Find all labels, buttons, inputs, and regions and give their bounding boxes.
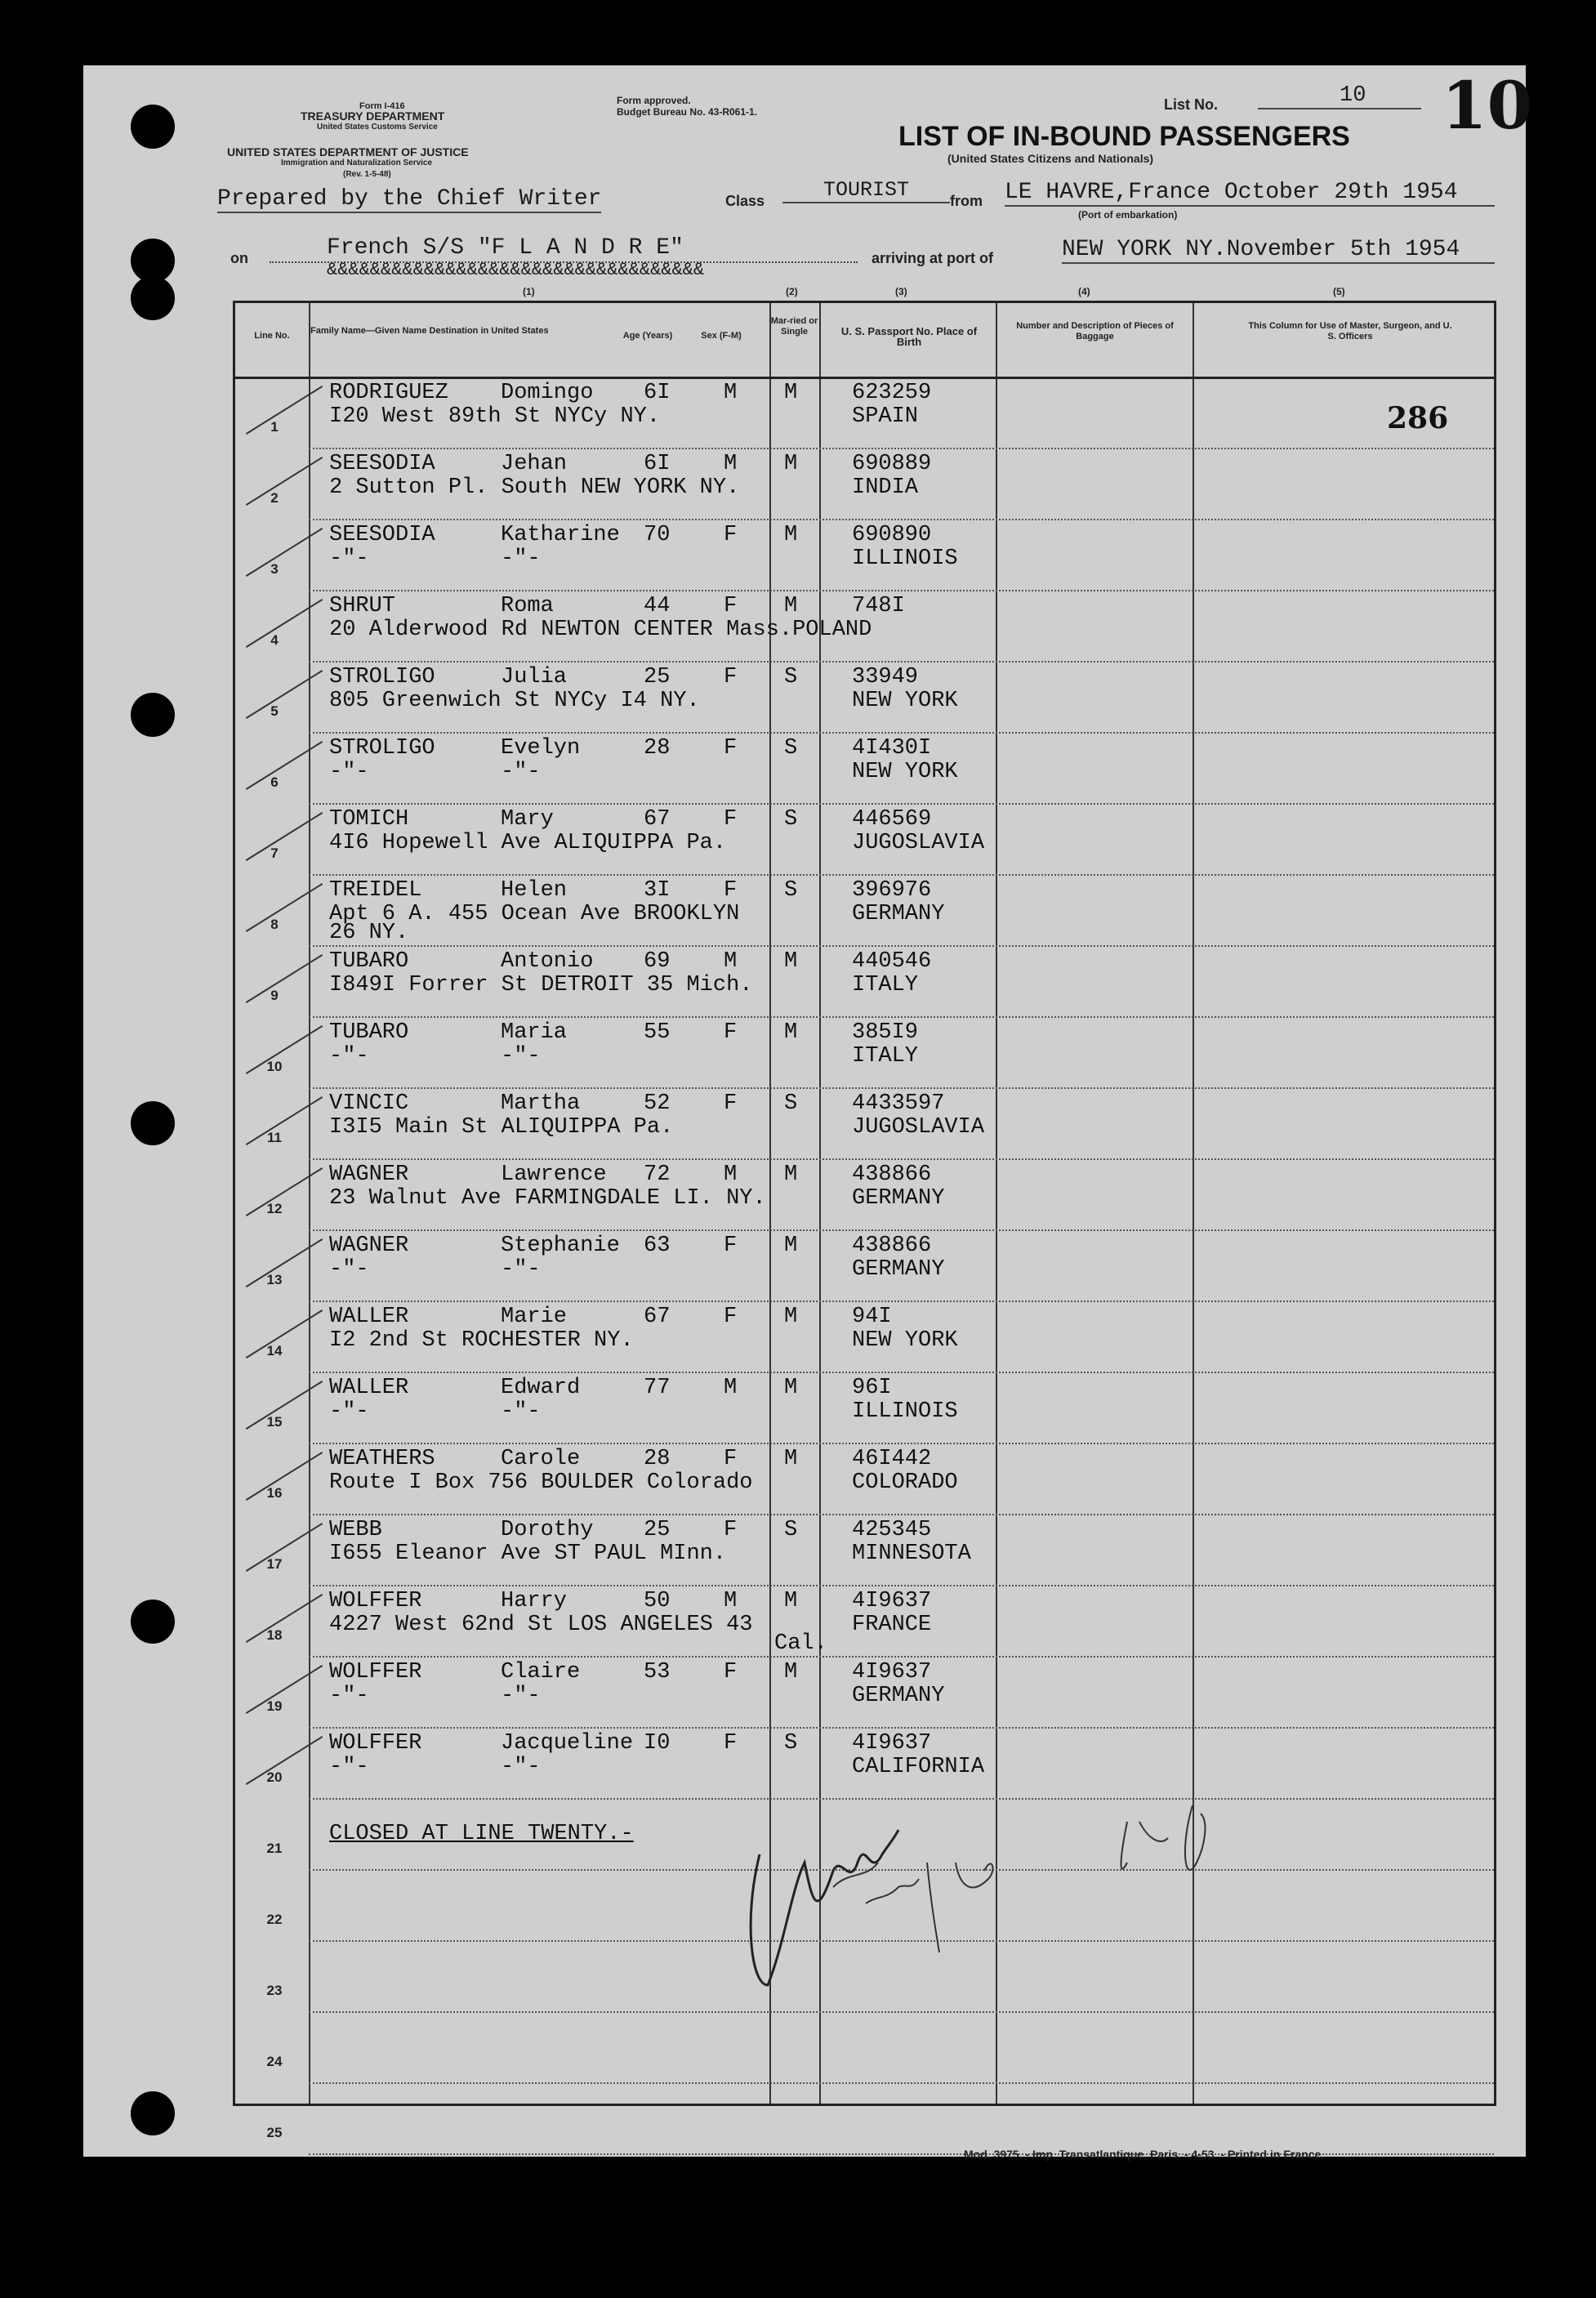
row-divider [309,1158,1494,1160]
row-divider [309,1301,1494,1302]
ship-underline [270,261,858,263]
given-name: Julia [501,665,568,689]
closing-note: CLOSED AT LINE TWENTY.- [329,1822,634,1846]
line-number: 23 [266,1983,283,1998]
given-name: Stephanie [501,1234,620,1258]
place-of-birth: JUGOSLAVIA [852,1115,985,1140]
place-of-birth: JUGOSLAVIA [852,831,985,855]
sex: M [724,1162,738,1187]
given-name: Dorothy [501,1518,594,1542]
address: -"- [329,1399,369,1424]
passport-no: 438866 [852,1162,932,1187]
punch-hole [131,276,175,320]
passport-no: 4I430I [852,736,932,761]
marital-status: S [784,1518,798,1542]
line-number: 13 [266,1272,283,1287]
passport-no: 446569 [852,807,932,832]
passport-no: 438866 [852,1234,932,1258]
address: 4I6 Hopewell Ave ALIQUIPPA Pa. [329,831,727,855]
col-number: (5) [1333,286,1345,297]
address: Apt 6 A. 455 Ocean Ave BROOKLYN [329,902,740,926]
family-name: SEESODIA [329,452,435,476]
col-number: (3) [895,286,907,297]
row-divider [309,661,1494,663]
given-name: Evelyn [501,736,581,761]
age: 6I [644,452,671,476]
family-name: WAGNER [329,1162,409,1187]
passport-no: 46I442 [852,1447,932,1471]
given-name: Edward [501,1376,581,1400]
line-number: 20 [266,1769,283,1785]
given-name: Carole [501,1447,581,1471]
sex: F [724,594,738,618]
age: 63 [644,1234,671,1258]
age: 25 [644,665,671,689]
row-divider [309,2082,1494,2084]
row-divider [309,1727,1494,1729]
family-name: SEESODIA [329,523,435,547]
family-name: TOMICH [329,807,409,832]
row-divider [309,1372,1494,1373]
place-of-birth: ITALY [852,973,919,997]
given-ditto: -"- [501,547,541,571]
sex: M [724,1376,738,1400]
port-embarkation-label: (Port of embarkation) [1078,209,1178,221]
row-divider [309,1016,1494,1018]
family-name: TUBARO [329,949,409,974]
address: I849I Forrer St DETROIT 35 Mich. [329,973,753,997]
address: -"- [329,760,369,784]
line-number: 22 [266,1912,283,1927]
place-of-birth: MINNESOTA [852,1542,971,1566]
given-ditto: -"- [501,1755,541,1779]
place-of-birth: GERMANY [852,1257,945,1282]
header-married: Mar-ried or Single [770,316,818,337]
passport-no: 440546 [852,949,932,974]
sex: F [724,1518,738,1542]
age: 50 [644,1589,671,1613]
address: 2 Sutton Pl. South NEW YORK NY. [329,475,740,500]
family-name: TUBARO [329,1020,409,1045]
given-ditto: -"- [501,1684,541,1708]
given-name: Jacqueline [501,1731,634,1756]
place-of-birth: ILLINOIS [852,1399,958,1424]
line-number: 14 [266,1343,283,1359]
line-number: 11 [267,1130,282,1145]
row-divider [309,1656,1494,1658]
line-number: 7 [270,846,279,861]
passport-no: 690889 [852,452,932,476]
address: I655 Eleanor Ave ST PAUL MInn. [329,1542,727,1566]
place-of-birth: FRANCE [852,1613,932,1637]
line-number: 10 [266,1059,283,1074]
family-name: STROLIGO [329,736,435,761]
line-number: 12 [266,1201,283,1216]
place-of-birth: NEW YORK [852,689,958,713]
marital-status: M [784,1447,798,1471]
form-approved: Form approved. [617,95,691,106]
given-ditto: -"- [501,1044,541,1069]
row-divider [309,590,1494,591]
passport-no: 4I9637 [852,1731,932,1756]
header-officers: This Column for Use of Master, Surgeon, and U. S. Officers [1248,321,1452,341]
passport-no: 4433597 [852,1091,945,1116]
given-name: Helen [501,878,568,903]
age: 55 [644,1020,671,1045]
age: 44 [644,594,671,618]
row-divider [309,1443,1494,1444]
place-of-birth: ILLINOIS [852,547,958,571]
line-number: 18 [266,1627,283,1643]
sex: F [724,807,738,832]
age: 6I [644,381,671,405]
address: -"- [329,1257,369,1282]
given-ditto: -"- [501,1257,541,1282]
age: 67 [644,807,671,832]
justice-dept: UNITED STATES DEPARTMENT OF JUSTICE [227,145,469,158]
given-name: Harry [501,1589,568,1613]
header-age: Age (Years) [622,331,673,341]
passport-no: 748I [852,594,905,618]
line-number: 5 [270,703,279,719]
line-number: 8 [270,917,279,932]
family-name: WALLER [329,1305,409,1329]
given-name: Domingo [501,381,594,405]
officer-note: 286 [1387,401,1449,435]
col-number: (2) [786,286,798,297]
list-no: 10 [1258,83,1421,109]
address: 20 Alderwood Rd NEWTON CENTER Mass.POLAND [329,618,872,642]
line-number: 6 [270,774,279,790]
header-baggage: Number and Description of Pieces of Baggage [1016,321,1174,341]
marital-status: M [784,1376,798,1400]
address: I20 West 89th St NYCy NY. [329,404,661,429]
line-number: 19 [266,1698,283,1714]
given-name: Antonio [501,949,594,974]
marital-status: S [784,878,798,903]
row-divider [309,732,1494,734]
age: 25 [644,1518,671,1542]
marital-status: S [784,1091,798,1116]
place-of-birth: GERMANY [852,902,945,926]
sex: F [724,1091,738,1116]
line-number: 21 [266,1841,283,1856]
passport-no: 396976 [852,878,932,903]
list-no-stamp: 10 [1442,67,1533,144]
ship-fill: &&&&&&&&&&&&&&&&&&&&&&&&&&&&&&&&&&& [327,260,705,280]
arriving-value: NEW YORK NY.November 5th 1954 [1062,237,1495,264]
passport-no: 623259 [852,381,932,405]
age: 69 [644,949,671,974]
address: 4227 West 62nd St LOS ANGELES 43 [329,1613,753,1637]
address-cont: Cal. [774,1631,827,1656]
given-name: Roma [501,594,554,618]
sex: F [724,523,738,547]
budget-bureau: Budget Bureau No. 43-R061-1. [617,106,758,118]
row-divider [309,519,1494,520]
given-ditto: -"- [501,760,541,784]
address: -"- [329,1044,369,1069]
from-value: LE HAVRE,France October 29th 1954 [1005,180,1495,207]
marital-status: M [784,949,798,974]
marital-status: M [784,1589,798,1613]
place-of-birth: NEW YORK [852,1328,958,1353]
from-label: from [950,193,983,209]
header-line-no: Line No. [254,331,290,341]
address: 805 Greenwich St NYCy I4 NY. [329,689,700,713]
form-rev: (Rev. 1-5-48) [343,170,391,179]
family-name: VINCIC [329,1091,409,1116]
row-divider [309,448,1494,449]
age: 67 [644,1305,671,1329]
marital-status: M [784,1020,798,1045]
line-number: 17 [266,1556,283,1572]
sex: M [724,381,738,405]
marital-status: S [784,736,798,761]
sex: F [724,1660,738,1684]
given-name: Claire [501,1660,581,1684]
passport-no: 94I [852,1305,892,1329]
line-number: 25 [266,2125,283,2140]
marital-status: S [784,665,798,689]
given-name: Jehan [501,452,568,476]
address: I3I5 Main St ALIQUIPPA Pa. [329,1115,674,1140]
passport-no: 4I9637 [852,1589,932,1613]
given-name: Maria [501,1020,568,1045]
class-value: TOURIST [782,178,950,203]
line-number: 2 [270,490,279,506]
age: 28 [644,736,671,761]
sex: F [724,1020,738,1045]
sex: F [724,1234,738,1258]
footer-imprint: Mod. 3975. - Imp. Transatlantique, Paris. - 4-53. - Printed in France. [964,2148,1325,2161]
punch-hole [131,105,175,149]
family-name: RODRIGUEZ [329,381,448,405]
age: I0 [644,1731,671,1756]
family-name: WAGNER [329,1234,409,1258]
given-ditto: -"- [501,1399,541,1424]
place-of-birth: ITALY [852,1044,919,1069]
on-label: on [230,250,248,266]
punch-hole [131,693,175,737]
treasury-dept: TREASURY DEPARTMENT [301,109,445,123]
given-name: Lawrence [501,1162,607,1187]
sex: F [724,878,738,903]
line-number: 24 [266,2054,283,2069]
line-number: 9 [270,988,279,1003]
family-name: WOLFFER [329,1731,422,1756]
row-divider [309,1585,1494,1586]
sex: F [724,1731,738,1756]
row-divider [309,1514,1494,1515]
age: 70 [644,523,671,547]
header-passport: U. S. Passport No. Place of Birth [840,325,978,348]
col-number: (4) [1078,286,1090,297]
address: Route I Box 756 BOULDER Colorado [329,1470,753,1495]
place-of-birth: GERMANY [852,1186,945,1211]
age: 3I [644,878,671,903]
age: 72 [644,1162,671,1187]
sex: M [724,452,738,476]
col-number: (1) [523,286,535,297]
punch-hole [131,1101,175,1145]
place-of-birth: COLORADO [852,1470,958,1495]
passport-no: 425345 [852,1518,932,1542]
place-of-birth: GERMANY [852,1684,945,1708]
place-of-birth: NEW YORK [852,760,958,784]
family-name: WALLER [329,1376,409,1400]
header-name: Family Name—Given Name Destination in United States [310,326,549,336]
place-of-birth: SPAIN [852,404,919,429]
sex: F [724,1447,738,1471]
form-id: Form I-416 [359,101,405,111]
line-number: 15 [266,1414,283,1430]
class-label: Class [725,193,765,209]
sex: F [724,665,738,689]
family-name: SHRUT [329,594,396,618]
line-number: 4 [270,632,279,648]
family-name: TREIDEL [329,878,422,903]
marital-status: S [784,1731,798,1756]
address: I2 2nd St ROCHESTER NY. [329,1328,634,1353]
passport-no: 690890 [852,523,932,547]
page-subtitle: (United States Citizens and Nationals) [947,152,1154,165]
arriving-label: arriving at port of [872,250,994,266]
marital-status: M [784,523,798,547]
row-divider [309,803,1494,805]
row-divider [309,874,1494,876]
prepared-by: Prepared by the Chief Writer [217,186,602,212]
punch-hole [131,2091,175,2135]
customs-service: United States Customs Service [317,123,438,132]
marital-status: M [784,1162,798,1187]
family-name: STROLIGO [329,665,435,689]
marital-status: M [784,381,798,405]
marital-status: M [784,1305,798,1329]
marital-status: M [784,594,798,618]
age: 52 [644,1091,671,1116]
passport-no: 96I [852,1376,892,1400]
row-divider [309,945,1494,947]
line-number: 3 [270,561,279,577]
place-of-birth: CALIFORNIA [852,1755,985,1779]
list-no-label: List No. [1164,96,1218,113]
header-sex: Sex (F-M) [701,331,742,341]
sex: M [724,1589,738,1613]
row-divider [309,1229,1494,1231]
line-number: 1 [270,419,279,435]
marital-status: M [784,1660,798,1684]
given-name: Mary [501,807,554,832]
given-name: Martha [501,1091,581,1116]
page-title: LIST OF IN-BOUND PASSENGERS [898,121,1350,152]
signature-mark [735,1740,1323,2026]
marital-status: M [784,1234,798,1258]
passport-no: 4I9637 [852,1660,932,1684]
row-divider [309,1087,1494,1089]
address: -"- [329,547,369,571]
passport-no: 33949 [852,665,919,689]
address-cont: 26 NY. [329,921,409,945]
age: 28 [644,1447,671,1471]
address: 23 Walnut Ave FARMINGDALE LI. NY. [329,1186,766,1211]
age: 77 [644,1376,671,1400]
line-number: 16 [266,1485,283,1501]
punch-hole [131,1600,175,1644]
sex: F [724,1305,738,1329]
marital-status: M [784,452,798,476]
given-name: Marie [501,1305,568,1329]
family-name: WEATHERS [329,1447,435,1471]
age: 53 [644,1660,671,1684]
place-of-birth: INDIA [852,475,919,500]
family-name: WEBB [329,1518,382,1542]
address: -"- [329,1755,369,1779]
ship-name: French S/S "F L A N D R E" [327,235,684,261]
given-name: Katharine [501,523,620,547]
family-name: WOLFFER [329,1589,422,1613]
family-name: WOLFFER [329,1660,422,1684]
ins-service: Immigration and Naturalization Service [281,158,433,167]
marital-status: S [784,807,798,832]
passport-no: 385I9 [852,1020,919,1045]
sex: M [724,949,738,974]
sex: F [724,736,738,761]
address: -"- [329,1684,369,1708]
